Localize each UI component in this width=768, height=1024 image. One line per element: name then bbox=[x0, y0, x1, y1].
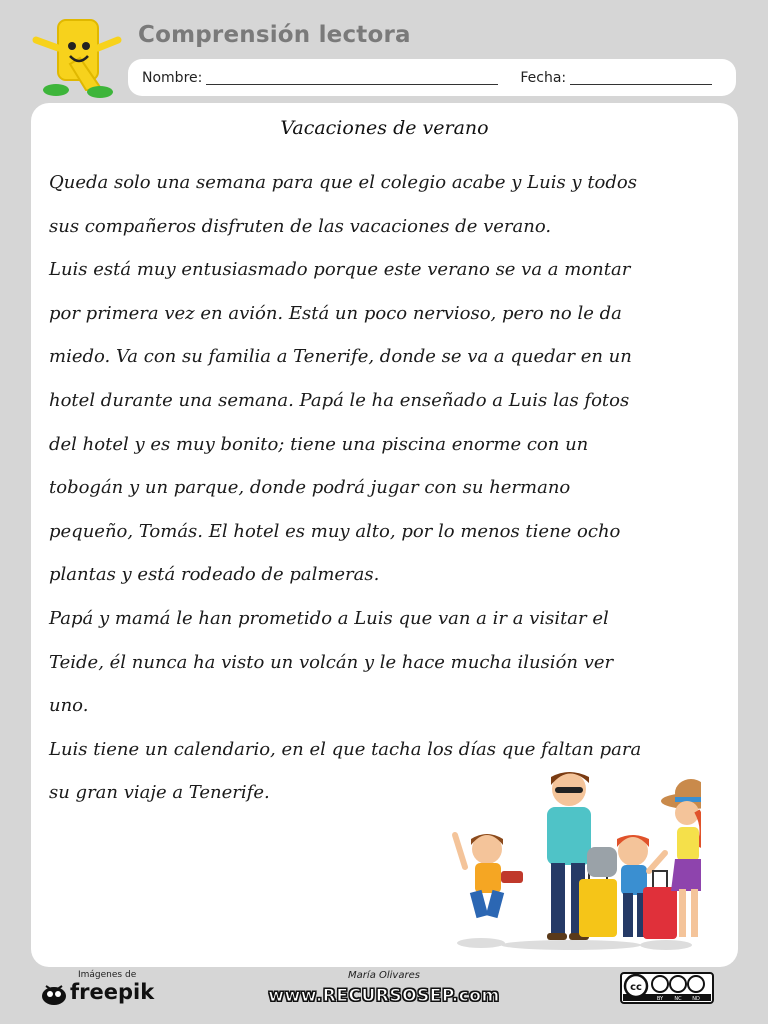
story-line: pequeño, Tomás. El hotel es muy alto, por lo menos tiene ocho bbox=[49, 520, 621, 542]
cc-nd-label: ND bbox=[692, 996, 700, 1002]
story-line: Teide, él nunca ha visto un volcán y le hace mucha ilusión ver bbox=[49, 651, 614, 673]
page-title: Comprensión lectora bbox=[138, 22, 411, 48]
story-line: por primera vez en avión. Está un poco nervioso, pero no le da bbox=[49, 302, 622, 324]
date-field-line[interactable] bbox=[570, 71, 712, 85]
date-label: Fecha: bbox=[520, 69, 567, 86]
cc-nc-label: NC bbox=[674, 996, 682, 1002]
name-field-line[interactable] bbox=[206, 71, 498, 85]
creative-commons-badge bbox=[620, 972, 714, 1004]
story-line: plantas y está rodeado de palmeras. bbox=[49, 564, 380, 586]
story-line: del hotel y es muy bonito; tiene una piscina enorme con un bbox=[49, 433, 589, 455]
story-line: Papá y mamá le han prometido a Luis que van a ir a visitar el bbox=[49, 607, 609, 629]
story-line: Luis está muy entusiasmado porque este verano se va a montar bbox=[49, 259, 631, 281]
recursosep-logo bbox=[28, 18, 124, 98]
story-line: tobogán y un parque, donde podrá jugar con su hermano bbox=[49, 477, 571, 499]
story-line: sus compañeros disfruten de las vacaciones de verano. bbox=[49, 215, 552, 237]
cc-by-label: BY bbox=[656, 996, 664, 1002]
svg-text:cc: cc bbox=[630, 982, 642, 993]
story-line: hotel durante una semana. Papá le ha enseñado a Luis las fotos bbox=[49, 389, 630, 411]
story-line: Luis tiene un calendario, en el que tacha los días que faltan para bbox=[49, 738, 642, 760]
story-title: Vacaciones de verano bbox=[280, 117, 489, 139]
name-date-bar bbox=[128, 59, 736, 96]
author-name: María Olivares bbox=[348, 970, 420, 981]
name-label: Nombre: bbox=[142, 69, 203, 86]
story-line: Queda solo una semana para que el colegio acabe y Luis y todos bbox=[49, 172, 637, 193]
freepik-wordmark: freepik bbox=[70, 980, 155, 1004]
story-line: su gran viaje a Tenerife. bbox=[49, 782, 270, 804]
story-line: miedo. Va con su familia a Tenerife, donde se va a quedar en un bbox=[49, 346, 632, 368]
family-travel-illustration bbox=[451, 767, 701, 957]
site-url[interactable]: www.RECURSOSEP.com bbox=[268, 986, 500, 1006]
reading-sheet bbox=[31, 103, 738, 967]
story-line: uno. bbox=[49, 695, 89, 717]
story-text bbox=[49, 161, 709, 815]
freepik-caption: Imágenes de bbox=[78, 970, 137, 980]
